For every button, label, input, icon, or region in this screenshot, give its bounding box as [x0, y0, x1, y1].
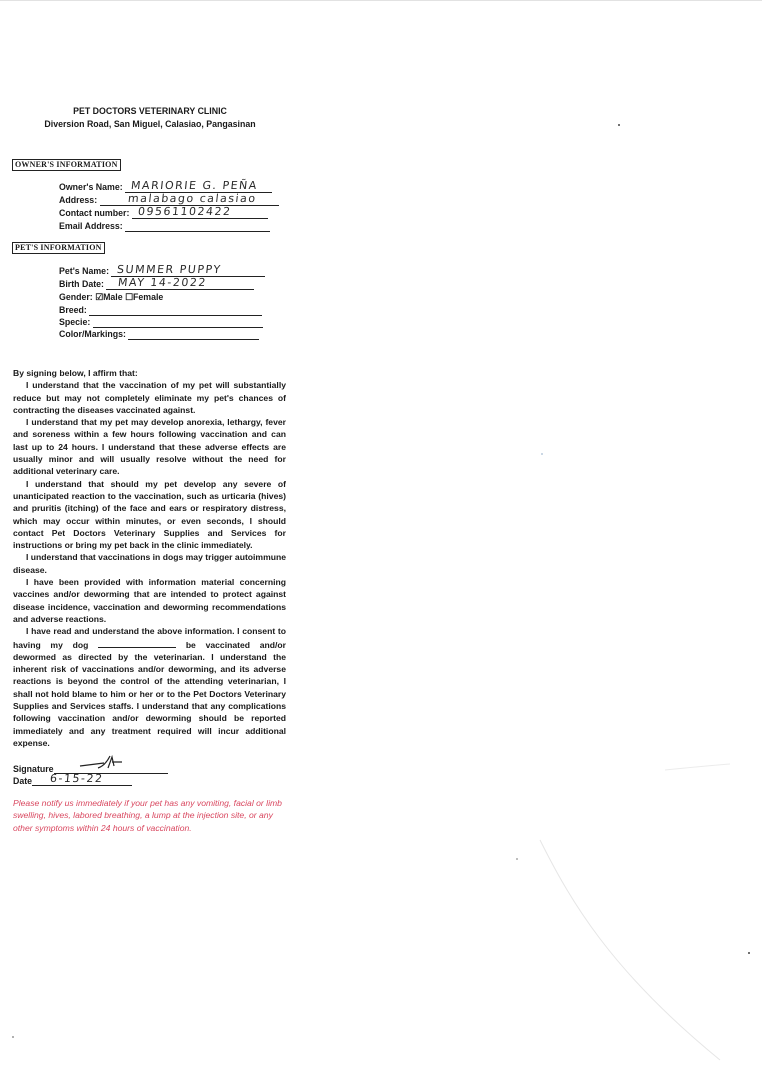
field-label: Breed:	[59, 305, 87, 315]
field-label: Contact number:	[59, 208, 130, 218]
clinic-address: Diversion Road, San Miguel, Calasiao, Pangasinan	[44, 119, 256, 129]
date-field[interactable]	[13, 774, 132, 786]
consent-paragraph: I understand that my pet may develop anorexia, lethargy, fever and soreness within a few hours following vaccination and can last up to 24 hours. I understand that these adverse effects are usually minor and will usually resolve without the need for additional veterinary care.	[13, 417, 286, 477]
consent-paragraph: I understand that should my pet develop any severe of unanticipated reaction to the vaccination, such as urticaria (hives) and pruritis (itching) of the face and ears or respiratory distress, which may occur within minutes, or even seconds, I should contact Pet Doctors Veterinary Supplies and Services for instructions or bring my pet back in the clinic immediately.	[13, 478, 286, 551]
gender-label: Gender:	[59, 292, 93, 302]
consent-paragraph: I have been provided with information material concerning vaccines and/or deworming that are intended to protect against disease incidence, vaccination and deworming recommendations and adverse reactions.	[13, 577, 286, 624]
gender-field	[59, 292, 163, 303]
clinic-header	[0, 105, 300, 131]
field-label: Specie:	[59, 317, 91, 327]
scan-artifact-line	[0, 0, 762, 1]
aftercare-notice: Please notify us immediately if your pet has any vomiting, facial or limb swelling, hives, labored breathing, a lump at the injection site, or any other symptoms within 24 hours of vaccination.	[13, 798, 282, 833]
field-label: Email Address:	[59, 221, 123, 231]
field-label: Color/Markings:	[59, 329, 126, 339]
male-checkbox[interactable]: ☑	[95, 292, 104, 302]
scan-artifact-curve	[660, 760, 740, 820]
female-checkbox[interactable]: ☐	[125, 292, 133, 302]
birth-date-value: MAY 14-2022	[117, 276, 209, 289]
consent-text	[13, 367, 286, 749]
date-label: Date	[13, 776, 33, 786]
consent-paragraph: I understand that the vaccination of my pet will substantially reduce but may not completely eliminate my pet's chances of contracting the diseases vaccinated against.	[13, 380, 286, 415]
scan-speck	[516, 858, 518, 860]
contact-number-value: 09561102422	[137, 205, 233, 218]
date-value: 6-15-22	[49, 772, 105, 785]
scan-speck	[12, 1036, 14, 1038]
consent-text-part: I have read and understand the above information. I consent to having my dog	[13, 626, 286, 650]
email-field[interactable]	[59, 220, 270, 232]
male-label: Male	[103, 292, 123, 302]
contact-number-field[interactable]	[59, 207, 268, 219]
consent-intro: By signing below, I affirm that:	[13, 368, 138, 378]
birth-date-field[interactable]	[59, 278, 254, 290]
female-label: Female	[132, 292, 164, 302]
owner-section-title: OWNER'S INFORMATION	[12, 159, 121, 171]
field-label: Birth Date:	[59, 279, 104, 289]
pet-name-value: SUMMER PUPPY	[116, 263, 223, 276]
signature-label: Signature	[13, 764, 54, 774]
pet-section-title: PET'S INFORMATION	[12, 242, 105, 254]
field-label: Address:	[59, 195, 98, 205]
handwritten-signature	[78, 754, 128, 772]
address-value: malabago calasiao	[126, 192, 257, 205]
owner-name-value: MARIORIE G. PEÑA	[130, 179, 259, 192]
specie-field[interactable]	[59, 316, 263, 328]
field-label: Pet's Name:	[59, 266, 110, 276]
scan-artifact-curve	[530, 820, 750, 1080]
consent-paragraph	[13, 625, 286, 749]
clinic-name: PET DOCTORS VETERINARY CLINIC	[73, 106, 227, 116]
breed-field[interactable]	[59, 304, 262, 316]
dog-name-blank[interactable]	[98, 638, 176, 648]
scan-speck	[618, 124, 620, 126]
consent-paragraph: I understand that vaccinations in dogs may trigger autoimmune disease.	[13, 552, 286, 575]
scan-speck	[541, 453, 543, 455]
consent-text-part: be vaccinated and/or dewormed as directed by the veterinarian. I understand the inherent risk of vaccinations and/or deworming, and its adverse reactions is beyond the control of the attending veterinarian, I shall not hold blame to him or her or to the Pet Doctors Veterinary Supplies and Services staffs. I understand that any complications following vaccination and/or deworming should be reported immediately and any treatment required will incur additional expense.	[13, 639, 286, 748]
color-markings-field[interactable]	[59, 328, 259, 340]
field-label: Owner's Name:	[59, 182, 123, 192]
